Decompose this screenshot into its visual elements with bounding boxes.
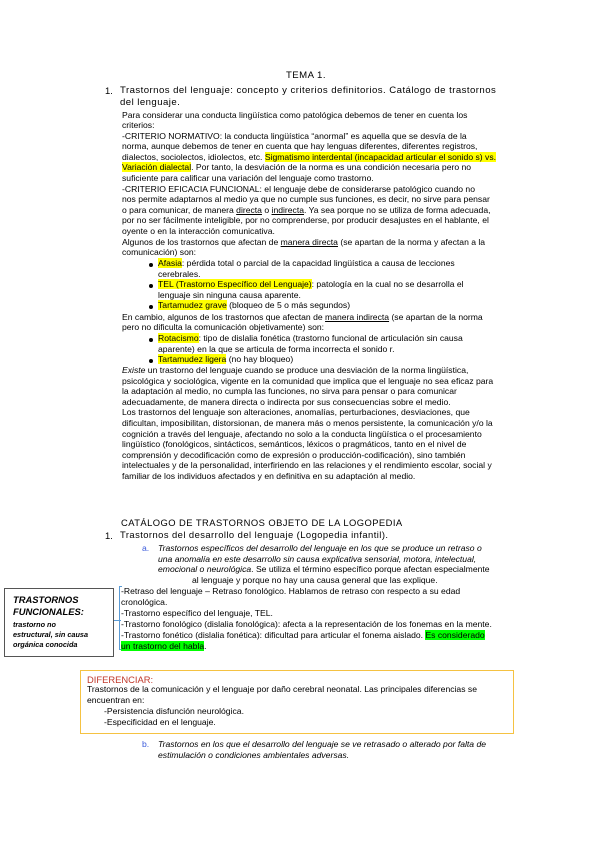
paragraph-line: Para considerar una conducta lingüística como patológica debemos de tener en cuenta los <box>122 110 468 120</box>
list-letter: b. <box>142 739 150 749</box>
paragraph-line: adecuadamente, de manera directa o indirecta por sus consecuencias sobre el medio. <box>122 397 451 407</box>
underlined-text: manera indirecta <box>325 312 390 322</box>
highlight: Rotacismo <box>158 333 199 343</box>
paragraph-line: criterios: <box>122 120 155 130</box>
paragraph-line: psicológica y sociológica, vigente en la comunidad que implica que el lenguaje no sea eficaz para <box>122 376 494 386</box>
paragraph-line: estimulación o condiciones ambientales adversas. <box>158 750 350 760</box>
text-segment: (se apartan de la norma y afectan a la <box>337 237 486 247</box>
paragraph-line: la adaptación al medio, no cumpla las funciones, no sirva para pensar o para comunicar <box>122 386 457 396</box>
page-title: TEMA 1. <box>286 70 326 81</box>
text-segment: (bloqueo de 5 o más segundos) <box>226 300 351 310</box>
catalog-number: 1. <box>105 530 113 541</box>
paragraph-line <box>122 152 496 162</box>
paragraph-line <box>122 312 483 322</box>
text-segment: . <box>204 641 207 651</box>
text-segment: o <box>261 205 272 215</box>
side-note-box <box>4 588 114 657</box>
paragraph-line: Los trastornos del lenguaje son alteraciones, anomalías, perturbaciones, desviaciones, que <box>122 407 470 417</box>
paragraph-line <box>122 365 468 375</box>
list-item-cont <box>121 641 207 651</box>
text-segment: . Por tanto, la desviación de la norma es una condición necesaria pero no <box>191 162 472 172</box>
underlined-text: directa <box>236 205 262 215</box>
side-note-text: trastorno no <box>13 620 56 629</box>
paragraph-line <box>122 205 491 215</box>
text-segment: o para comunicar, de manera <box>122 205 237 215</box>
paragraph-line <box>122 162 471 172</box>
list-item <box>158 300 350 310</box>
list-item <box>158 279 464 289</box>
paragraph-line: comunicación) son: <box>122 247 197 257</box>
paragraph-line: -CRITERIO NORMATIVO: la conducta lingüística “anormal” es aquella que se desvía de la <box>122 131 467 141</box>
text-segment: dialectos, sociolectos, idiolectos, etc. <box>122 152 263 162</box>
list-item-cont: cronológica. <box>121 597 168 607</box>
paragraph-line: norma, aunque debemos de tener en cuenta que hay lenguas diferentes, diferentes registros, <box>122 141 478 151</box>
paragraph-line: nos permite adaptarnos al medio ya que no cumple sus funciones, es decir, no sirve para pensar <box>122 194 490 204</box>
section-heading-cont: del lenguaje. <box>120 97 181 108</box>
text-segment: . Se utiliza el término específico porque afectan especialmente <box>251 564 490 574</box>
diferenciar-text: encuentran en: <box>87 695 145 705</box>
diferenciar-label: DIFERENCIAR: <box>87 674 154 685</box>
list-item <box>158 354 293 364</box>
list-item-cont: cerebrales. <box>158 269 201 279</box>
section-heading: Trastornos del lenguaje: concepto y criterios definitorios. Catálogo de trastornos <box>120 85 497 96</box>
side-note-text: estructural, sin causa <box>13 630 89 639</box>
highlight: un trastorno del habla <box>121 641 205 651</box>
paragraph-line <box>122 237 485 247</box>
paragraph-line: por no ser fácilmente inteligible, por no comprenderse, por producir desajustes en el hablante, el <box>122 215 489 225</box>
paragraph-line <box>158 564 490 574</box>
highlight: TEL (Trastorno Específico del Lenguaje) <box>158 279 312 289</box>
paragraph-line: dificultan, imposibilitan, distorsionan, de manera más o menos persistente, la comunicación y/o la <box>122 418 493 428</box>
text-segment: : tipo de dislalia fonética (trastorno funcional de articulación sin causa <box>198 333 463 343</box>
section-number: 1. <box>105 85 113 96</box>
bullet-icon <box>149 263 153 267</box>
side-note-title: TRASTORNOS <box>13 594 79 605</box>
text-segment: . Ya sea porque no se utiliza de forma adecuada, <box>304 205 491 215</box>
paragraph-line: intelectuales y de la personalidad, interfiriendo en las relaciones y el rendimiento escolar, social y <box>122 460 492 470</box>
diferenciar-item: -Persistencia disfunción neurológica. <box>104 706 244 716</box>
paragraph-line: cognición a través del lenguaje, afectando no solo a la conducta lingüística o el procesamiento <box>122 429 482 439</box>
paragraph-line: una anomalía en este desarrollo sin causa explicativa sensorial, motora, intelectual, <box>158 554 477 564</box>
list-item: -Trastorno específico del lenguaje, TEL. <box>121 608 273 618</box>
text-segment: (no hay bloqueo) <box>226 354 294 364</box>
highlight: Tartamudez ligera <box>158 354 227 364</box>
italic-text: Existe <box>122 365 146 375</box>
bullet-icon <box>149 305 153 309</box>
catalog-heading: CATÁLOGO DE TRASTORNOS OBJETO DE LA LOGOPEDIA <box>121 517 403 528</box>
list-item <box>158 333 463 343</box>
paragraph-line: pero no dificulta la comunicación objetivamente) son: <box>122 322 325 332</box>
text-segment: : pérdida total o parcial de la capacidad lingüística a causa de lecciones <box>181 258 455 268</box>
paragraph-line: al lenguaje y porque no hay una causa general que las explique. <box>192 575 438 585</box>
paragraph-line: oyente o en la interacción comunicativa. <box>122 226 275 236</box>
paragraph-line: lingüístico (fonológicos, sintácticos, semánticos, léxicos o pragmáticos, tanto en el nivel de <box>122 439 467 449</box>
text-segment: En cambio, algunos de los trastornos que afectan de <box>122 312 326 322</box>
highlight: Sigmatismo interdental (incapacidad articular el sonido s) vs. <box>264 152 497 162</box>
highlight: Variación dialectal <box>122 162 192 172</box>
side-note-title: FUNCIONALES: <box>13 606 84 617</box>
bullet-icon <box>149 359 153 363</box>
text-segment: un trastorno del lenguaje cuando se produce una desviación de la norma lingüística, <box>145 365 469 375</box>
underlined-text: manera directa <box>280 237 338 247</box>
bullet-icon <box>149 284 153 288</box>
underlined-text: indirecta <box>271 205 305 215</box>
text-segment: : patología en la cual no se desarrolla el <box>311 279 464 289</box>
highlight: Es considerado <box>425 630 485 640</box>
list-item-cont: lenguaje sin ninguna causa aparente. <box>158 290 301 300</box>
text-segment: (se apartan de la norma <box>389 312 483 322</box>
paragraph-line: Trastornos específicos del desarrollo del lenguaje en los que se produce un retraso o <box>158 543 482 553</box>
diferenciar-box <box>80 670 514 734</box>
list-item: -Retraso del lenguaje – Retraso fonológico. Hablamos de retraso con respecto a su edad <box>121 586 461 596</box>
list-letter: a. <box>142 543 150 553</box>
diferenciar-text: Trastornos de la comunicación y el lenguaje por daño cerebral neonatal. Las principales diferencias se <box>87 684 477 694</box>
paragraph-line: familiar de los individuos afectados y en definitiva en su adaptación al medio. <box>122 471 416 481</box>
list-item-cont: aparente) en la que se articula de forma incorrecta el sonido r. <box>158 344 395 354</box>
list-item <box>121 630 485 640</box>
list-item <box>158 258 455 268</box>
side-note-text: orgánica conocida <box>13 640 78 649</box>
paragraph-line: Trastornos en los que el desarrollo del lenguaje se ve retrasado o alterado por falta de <box>158 739 487 749</box>
text-segment: Algunos de los trastornos que afectan de <box>122 237 281 247</box>
highlight: Afasia <box>158 258 182 268</box>
highlight: Tartamudez grave <box>158 300 227 310</box>
bullet-icon <box>149 338 153 342</box>
text-segment: -Trastorno fonético (dislalia fonética): dificultad para articular el fonema aislado. <box>121 630 426 640</box>
paragraph-line: suficiente para calificar una variación del lenguaje como trastorno. <box>122 173 374 183</box>
paragraph-line: comprensión y decodificación como de expresión o producción-codificación), sino también <box>122 450 466 460</box>
list-item: -Trastorno fonológico (dislalia fonológica): afecta a la representación de los fonemas en la mente. <box>121 619 492 629</box>
diferenciar-item: -Especificidad en el lenguaje. <box>104 717 216 727</box>
paragraph-line: -CRITERIO EFICACIA FUNCIONAL: el lenguaje debe de considerarse patológico cuando no <box>122 184 475 194</box>
catalog-subheading: Trastornos del desarrollo del lenguaje (Logopedia infantil). <box>120 529 389 540</box>
italic-text: emocional o neurológica <box>158 564 252 574</box>
